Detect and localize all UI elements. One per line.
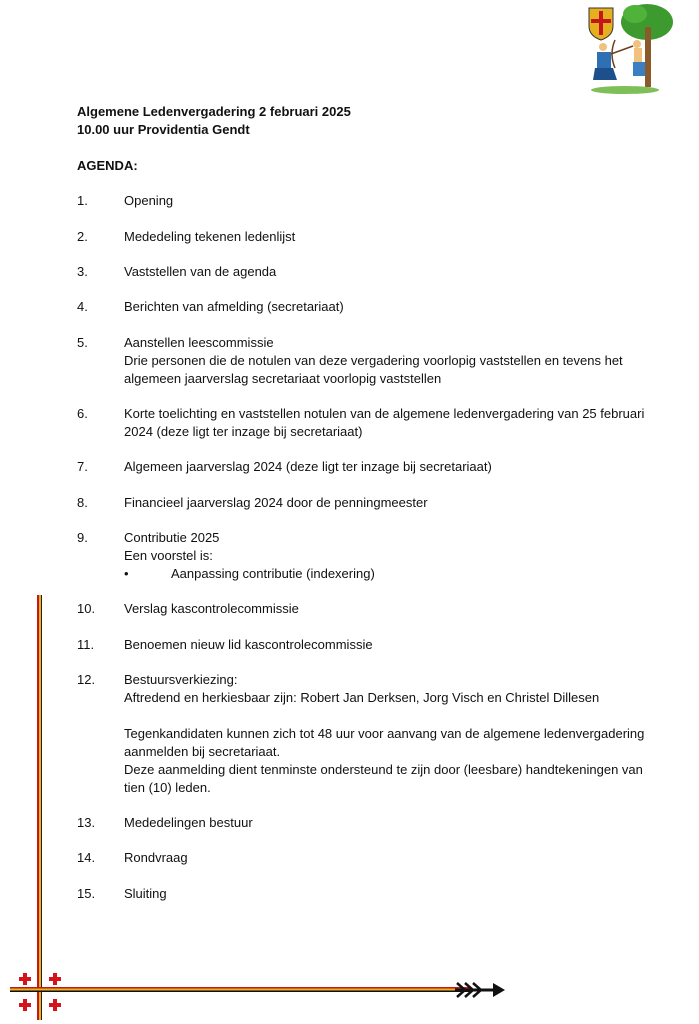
item-number: 9. [77,530,88,545]
item-text: Rondvraag [124,850,188,865]
bullet-text: Aanpassing contributie (indexering) [171,566,375,581]
item-number: 14. [77,850,96,865]
decorative-horizontal-stripe [10,987,470,992]
item-number: 11. [77,637,95,652]
item-text: Opening [124,193,174,208]
item-number: 3. [77,264,88,279]
cross-icon [49,973,61,985]
item-number: 6. [77,406,88,421]
item-text: Verslag kascontrolecommissie [124,601,299,616]
item-text: Berichten van afmelding (secretariaat) [124,299,344,314]
item-number: 4. [77,299,88,314]
agenda-label: AGENDA: [77,158,138,173]
bullet-icon: • [124,566,129,581]
item-detail: Drie personen die de notulen van deze vergadering voorlopig vaststellen en tevens het [124,353,623,368]
item-detail: 2024 (deze ligt ter inzage bij secretariaat) [124,424,363,439]
item-detail: Een voorstel is: [124,548,213,563]
item-detail: algemeen jaarverslag secretariaat voorlopig vaststellen [124,371,442,386]
item-number: 2. [77,229,88,244]
item-detail: tien (10) leden. [124,780,211,795]
meeting-title: Algemene Ledenvergadering 2 februari 2025 [77,104,351,119]
item-text: Korte toelichting en vaststellen notulen van de algemene ledenvergadering van 25 februari [124,406,645,421]
item-number: 1. [77,193,88,208]
meeting-time-location: 10.00 uur Providentia Gendt [77,122,250,137]
cross-icon [19,973,31,985]
item-detail: Tegenkandidaten kunnen zich tot 48 uur voor aanvang van de algemene ledenvergadering [124,726,645,741]
item-text: Mededeling tekenen ledenlijst [124,229,296,244]
item-detail: Deze aanmelding dient tenminste ondersteund te zijn door (leesbare) handtekeningen van [124,762,643,777]
item-text: Mededelingen bestuur [124,815,253,830]
item-number: 15. [77,886,96,901]
item-text: Benoemen nieuw lid kascontrolecommissie [124,637,373,652]
item-number: 5. [77,335,88,350]
item-text: Aanstellen leescommissie [124,335,274,350]
item-text: Bestuursverkiezing: [124,672,238,687]
item-text: Vaststellen van de agenda [124,264,277,279]
cross-icon [19,999,31,1011]
item-text: Financieel jaarverslag 2024 door de penningmeester [124,495,428,510]
club-logo-archer-icon [585,2,675,97]
item-number: 8. [77,495,88,510]
item-number: 12. [77,672,96,687]
item-number: 7. [77,459,88,474]
arrow-fletching-icon [455,980,507,1000]
item-number: 10. [77,601,96,616]
cross-icon [49,999,61,1011]
decorative-vertical-stripe [37,595,42,1020]
item-number: 13. [77,815,96,830]
bullet-item [124,565,684,583]
item-detail: Aftredend en herkiesbaar zijn: Robert Jan Derksen, Jorg Visch en Christel Dillesen [124,690,600,705]
item-text: Sluiting [124,886,167,901]
item-text: Algemeen jaarverslag 2024 (deze ligt ter inzage bij secretariaat) [124,459,492,474]
item-detail: aanmelden bij secretariaat. [124,744,281,759]
item-text: Contributie 2025 [124,530,220,545]
